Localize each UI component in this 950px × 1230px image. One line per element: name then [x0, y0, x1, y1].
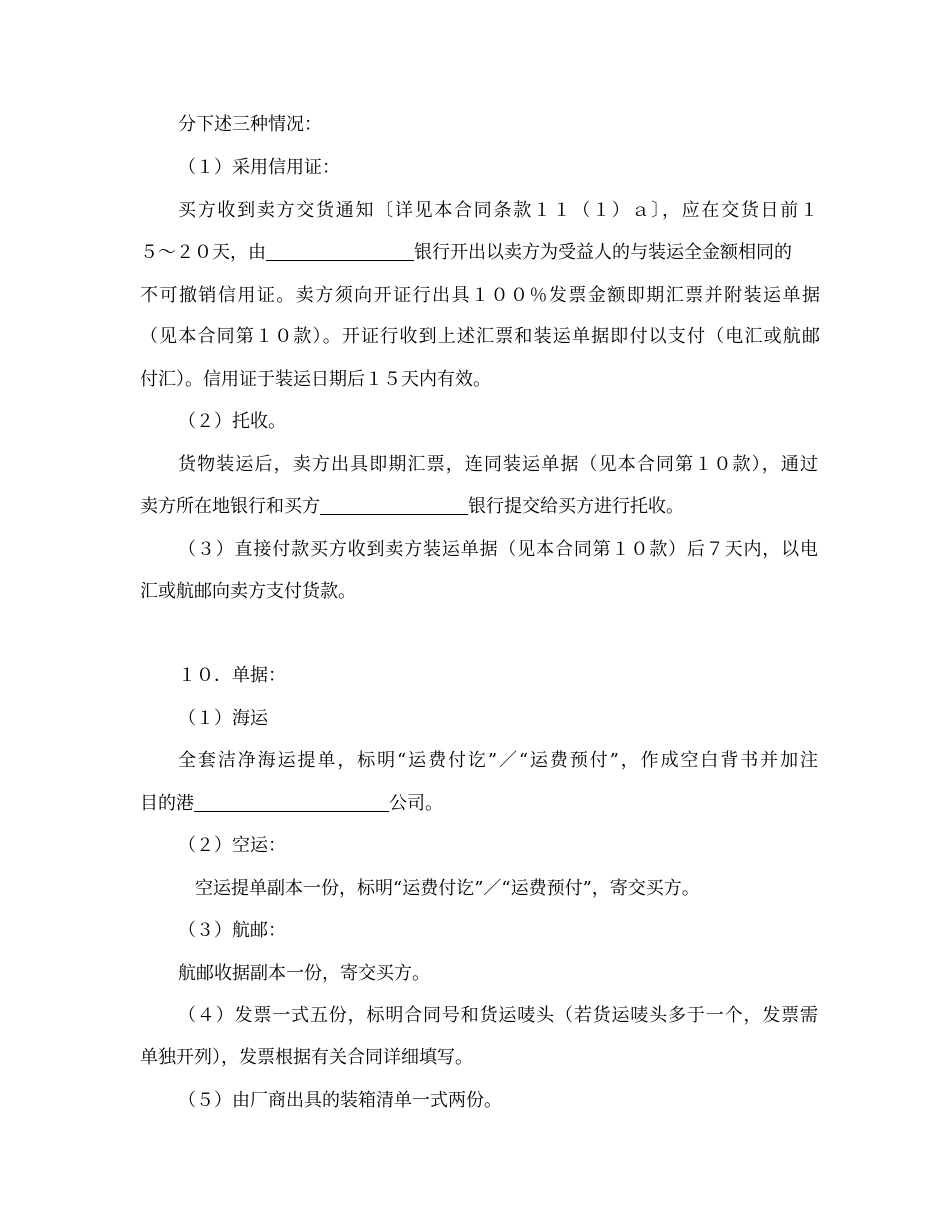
- paragraph-text: 航邮收据副本一份，寄交买方。: [178, 963, 430, 984]
- paragraph-text: （３）直接付款买方收到卖方装运单据（见本合同第１０款）后７天内，以电: [178, 539, 818, 560]
- text-segment: 目的港: [140, 793, 194, 814]
- paragraph-text-with-blank: [140, 241, 820, 265]
- paragraph-text: 不可撤销信用证。卖方须向开证行出具１００％发票金额即期汇票并附装运单据: [140, 285, 820, 306]
- intro-text: 分下述三种情况：: [178, 114, 322, 135]
- paragraph-text: 单独开列），发票根据有关合同详细填写。: [140, 1047, 473, 1068]
- text-segment: 银行提交给买方进行托收。: [468, 496, 684, 517]
- paragraph-text: 汇或航邮向卖方支付货款。: [140, 581, 356, 602]
- text-segment: ５～２０天，由: [140, 242, 266, 263]
- paragraph-text: 空运提单副本一份，标明“运费付讫”／“运费预付”，寄交买方。: [195, 878, 700, 899]
- paragraph-text: 货物装运后，卖方出具即期汇票，连同装运单据（见本合同第１０款），通过: [178, 454, 818, 475]
- paragraph-text: 买方收到卖方交货通知〔详见本合同条款１１（１）ａ〕，应在交货日前１: [178, 200, 818, 221]
- item-heading-air: （２）空运：: [178, 835, 286, 856]
- paragraph-text: （见本合同第１０款）。开证行收到上述汇票和装运单据即付以支付（电汇或航邮: [140, 326, 820, 347]
- paragraph-text: 付汇）。信用证于装运日期后１５天内有效。: [140, 369, 491, 390]
- paragraph-text: 全套洁净海运提单，标明“运费付讫”／“运费预付”，作成空白背书并加注: [178, 750, 818, 771]
- item-heading-collection: （２）托收。: [178, 411, 286, 432]
- item-heading-sea: （１）海运: [178, 708, 268, 729]
- paragraph-text-with-blank: [140, 495, 820, 519]
- item-heading-airmail: （３）航邮：: [178, 920, 286, 941]
- text-segment: 银行开出以卖方为受益人的与装运全金额相同的: [414, 242, 792, 263]
- text-segment: 卖方所在地银行和买方: [140, 496, 320, 517]
- paragraph-text-with-blank: [140, 792, 820, 816]
- fill-in-blank[interactable]: [194, 793, 389, 812]
- fill-in-blank[interactable]: [320, 496, 468, 515]
- paragraph-text: （４）发票一式五份，标明合同号和货运唛头（若货运唛头多于一个，发票需: [178, 1005, 818, 1026]
- paragraph-text: （５）由厂商出具的装箱清单一式两份。: [178, 1090, 502, 1111]
- section-heading-documents: １０．单据：: [178, 665, 286, 686]
- item-heading-letter-of-credit: （１）采用信用证：: [178, 157, 340, 178]
- text-segment: 公司。: [389, 793, 443, 814]
- fill-in-blank[interactable]: [266, 242, 414, 261]
